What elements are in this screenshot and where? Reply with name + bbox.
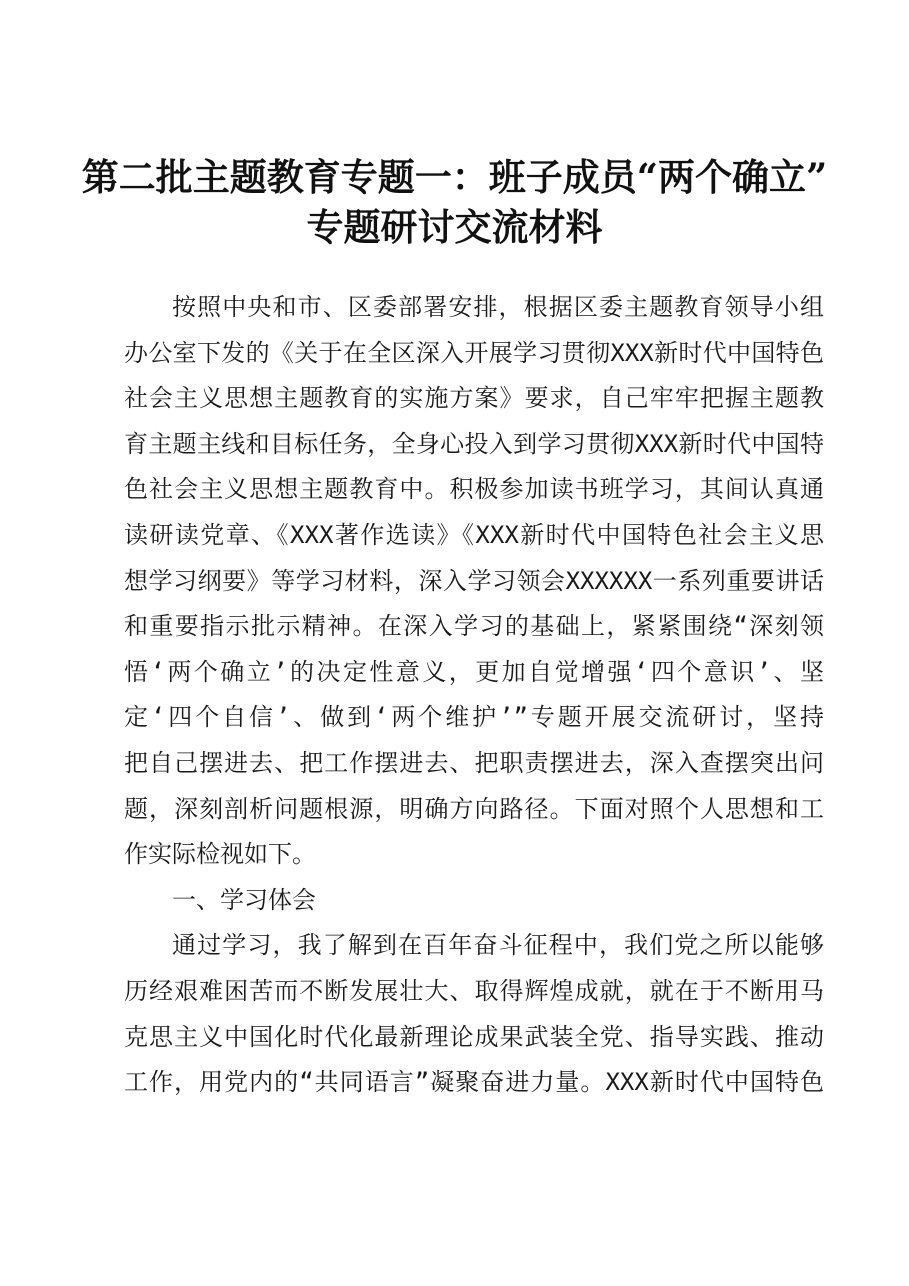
paragraph-line: 题，深刻剖析问题根源，明确方向路径。下面对照个人思想和工 (124, 794, 824, 823)
paragraph-line: 把自己摆进去、把工作摆进去、把职责摆进去，深入查摆突出问 (124, 748, 824, 777)
title-line-1: 第二批主题教育专题一：班子成员“两个确立” (81, 155, 828, 199)
section-heading: 一、学习体会 (172, 885, 316, 914)
paragraph-line: 读研读党章、《XXX著作选读》《XXX新时代中国特色社会主义思 (124, 520, 824, 549)
paragraph-line: 作实际检视如下。 (124, 840, 316, 869)
paragraph-line: 工作，用党内的“共同语言”凝聚奋进力量。XXX新时代中国特色 (124, 1068, 824, 1097)
paragraph-line: 想学习纲要》等学习材料，深入学习领会XXXXXX一系列重要讲话 (124, 566, 824, 595)
document-body (124, 285, 824, 1106)
paragraph-line: 办公室下发的《关于在全区深入开展学习贯彻XXX新时代中国特色 (124, 338, 824, 367)
paragraph-line: 色社会主义思想主题教育中。积极参加读书班学习，其间认真通 (124, 475, 824, 504)
paragraph-line: 和重要指示批示精神。在深入学习的基础上，紧紧围绕“深刻领 (124, 612, 824, 641)
paragraph-line: 历经艰难困苦而不断发展壮大、取得辉煌成就，就在于不断用马 (124, 976, 824, 1005)
paragraph-line: 通过学习，我了解到在百年奋斗征程中，我们党之所以能够 (172, 931, 824, 960)
document-title (80, 152, 829, 252)
paragraph-line: 悟‘两个确立’的决定性意义，更加自觉增强‘四个意识’、坚 (124, 657, 824, 686)
paragraph-line: 按照中央和市、区委部署安排，根据区委主题教育领导小组 (172, 293, 824, 321)
paragraph-line: 社会主义思想主题教育的实施方案》要求，自己牢牢把握主题教 (124, 384, 824, 413)
title-line-2: 专题研讨交流材料 (306, 205, 603, 249)
paragraph-line: 定‘四个自信’、做到‘两个维护’”专题开展交流研讨，坚持 (124, 703, 824, 732)
paragraph-line: 育主题主线和目标任务，全身心投入到学习贯彻XXX新时代中国特 (124, 429, 824, 458)
paragraph-line: 克思主义中国化时代化最新理论成果武装全党、指导实践、推动 (124, 1022, 824, 1051)
